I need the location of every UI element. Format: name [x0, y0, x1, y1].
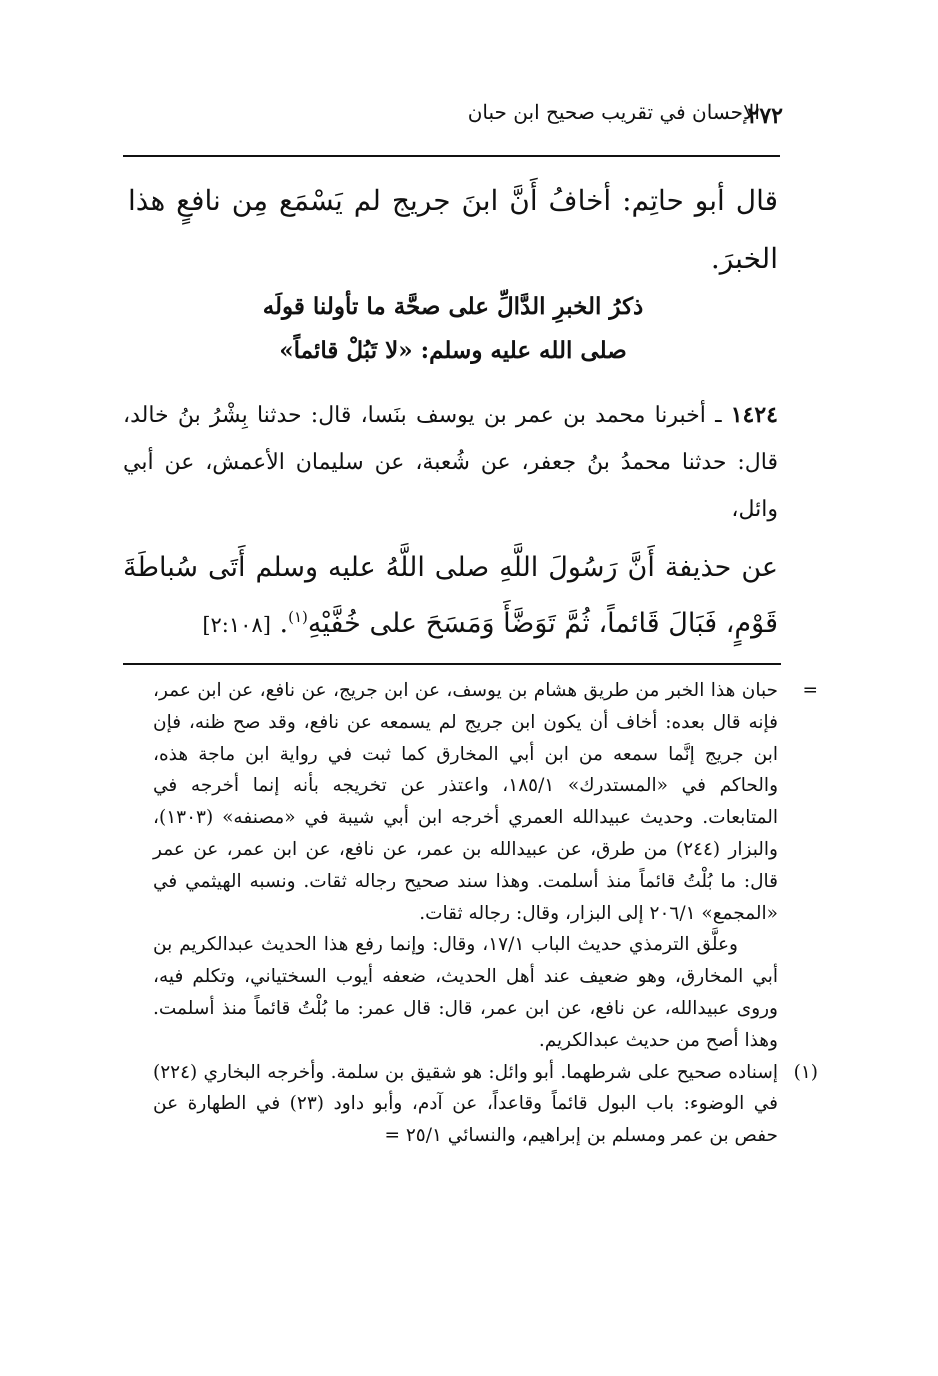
heading-line-2: صلى الله عليه وسلم: «لا تَبُلْ قائماً» — [279, 337, 627, 364]
footnote-1-trailing-marker: = — [384, 1125, 400, 1147]
hadith-matn: عن حذيفة أَنَّ رَسُولَ اللَّهِ صلى اللَّهُ عليه وسلم أَتَى سُباطَةَ قَوْمٍ، فَبَالَ قَائماً، ثُمَّ تَوَضَّأَ وَمَسَحَ على خُفَّيْهِ$^{(١)}$. [٢:١٠٨] — [123, 552, 778, 639]
footnote-1-marker: (١) — [793, 1061, 818, 1083]
continuation-marker: = — [802, 680, 818, 701]
footnote-continuation — [153, 675, 818, 929]
hadith-isnad — [123, 392, 778, 533]
chapter-heading — [123, 285, 783, 373]
heading-line-1: ذكرُ الخبرِ الدَّالِّ على صحَّة ما تأولنا قولَه — [262, 293, 644, 320]
page-number: ٢٧٢ — [747, 103, 783, 129]
footnote-1 — [153, 1057, 818, 1152]
isnad-text: أخبرنا محمد بن عمر بن يوسف بنَسا، قال: حدثنا بِشْرُ بنُ خالد، قال: حدثنا محمدُ بنُ جعفر، عن شُعبة، عن سليمان الأعمش، عن أبي وائل، — [123, 403, 778, 522]
footnote-1-text: إسناده صحيح على شرطهما. أبو وائل: هو شقيق بن سلمة. وأخرجه البخاري (٢٢٤) في الوضوء: باب البول قائماً وقاعداً، عن آدم، وأبو داود (٢٣) في الطهارة عن حفص بن عمر ومسلم بن إبراهيم، والنسائي ٢٥/١ — [153, 1061, 778, 1147]
hadith-dash: ـ — [705, 403, 731, 428]
header-rule — [123, 155, 780, 157]
running-title: الإحسان في تقريب صحيح ابن حبان — [467, 100, 760, 124]
hadith-reference: [٢:١٠٨] — [202, 613, 271, 637]
hadith-number: ١٤٢٤ — [730, 402, 778, 428]
matn-text: عن حذيفة أَنَّ رَسُولَ اللَّهِ صلى اللَّهُ عليه وسلم أَتَى سُباطَةَ قَوْمٍ، فَبَالَ قَائماً، ثُمَّ تَوَضَّأَ وَمَسَحَ على خُفَّيْهِ — [123, 552, 778, 639]
footnotes — [153, 675, 818, 1152]
footnote-paragraph-2: وعلَّق الترمذي حديث الباب ١٧/١، وقال: وإنما رفع هذا الحديث عبدالكريم بن أبي المخارق، وهو ضعيف عند أهل الحديث، ضعفه أيوب السختياني، وتكلم فيه، وروى عبيدالله، عن نافع، عن ابن عمر، قال: قال عمر: ما بُلْتُ قائماً منذ أسلمت. وهذا أصح من حديث عبدالكريم. — [153, 934, 778, 1051]
footnote-continuation-text: حبان هذا الخبر من طريق هشام بن يوسف، عن ابن جريج، عن نافع، عن ابن عمر، فإنه قال بعده: أخاف أن يكون ابن جريج لم يسمعه عن نافع، وقد صح ظنه، فإن ابن جريج إنَّما سمعه من ابن أبي المخارق كما ثبت في رواية ابن ماجة هذه، والحاكم في «المستدرك» ١٨٥/١، واعتذر عن تخريجه بأنه إنما أخرجه في المتابعات. وحديث عبيدالله العمري أخرجه ابن أبي شيبة في «مصنفه» (١٣٠٣)، والبزار (٢٤٤) من طرق، عن عبيدالله بن عمر، عن نافع، عن ابن عمر، عن عمر قال: ما بُلْتُ قائماً منذ أسلمت. وهذا سند صحيح رجاله ثقات. ونسبه الهيثمي في «المجمع» ٢٠٦/١ إلى البزار، وقال: رجاله ثقات. — [153, 680, 779, 924]
footnote-rule — [123, 663, 781, 665]
footnote-ref: (١) — [288, 608, 308, 626]
opening-statement: قال أبو حاتِم: أخافُ أَنَّ ابنَ جريج لم يَسْمَع مِن نافعٍ هذا الخبرَ. — [128, 184, 778, 275]
